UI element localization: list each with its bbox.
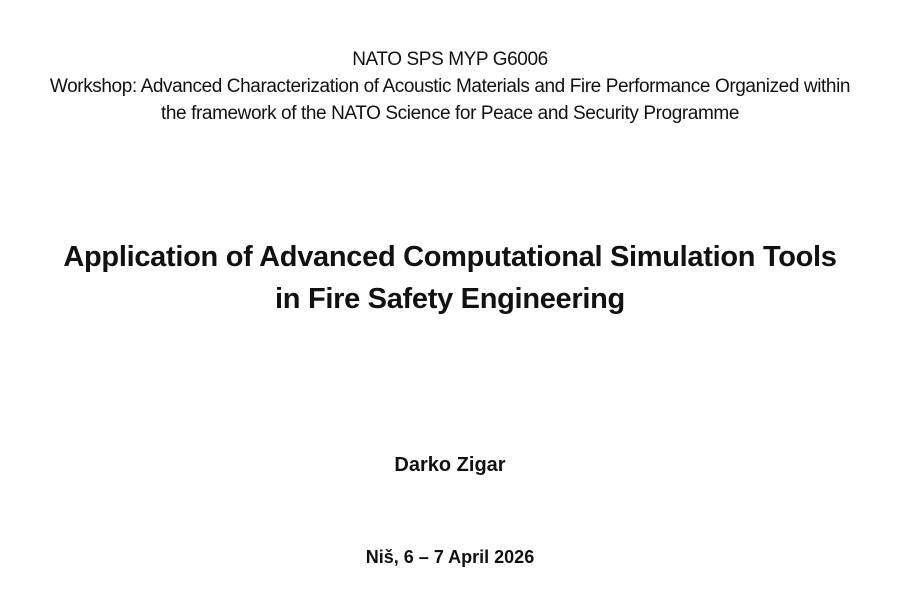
project-code: NATO SPS MYP G6006: [352, 49, 548, 70]
workshop-header: [0, 46, 900, 127]
title-line-1: Application of Advanced Computational Simulation Tools: [63, 241, 837, 273]
author-name: Darko Zigar: [394, 454, 506, 476]
presentation-title: [0, 236, 900, 320]
workshop-line-2: the framework of the NATO Science for Peace and Security Programme: [161, 103, 739, 124]
workshop-line-1: Workshop: Advanced Characterization of Acoustic Materials and Fire Performance Organized within: [49, 76, 851, 97]
title-line-2: in Fire Safety Engineering: [275, 283, 625, 315]
event-date: Niš, 6 – 7 April 2026: [365, 547, 535, 567]
